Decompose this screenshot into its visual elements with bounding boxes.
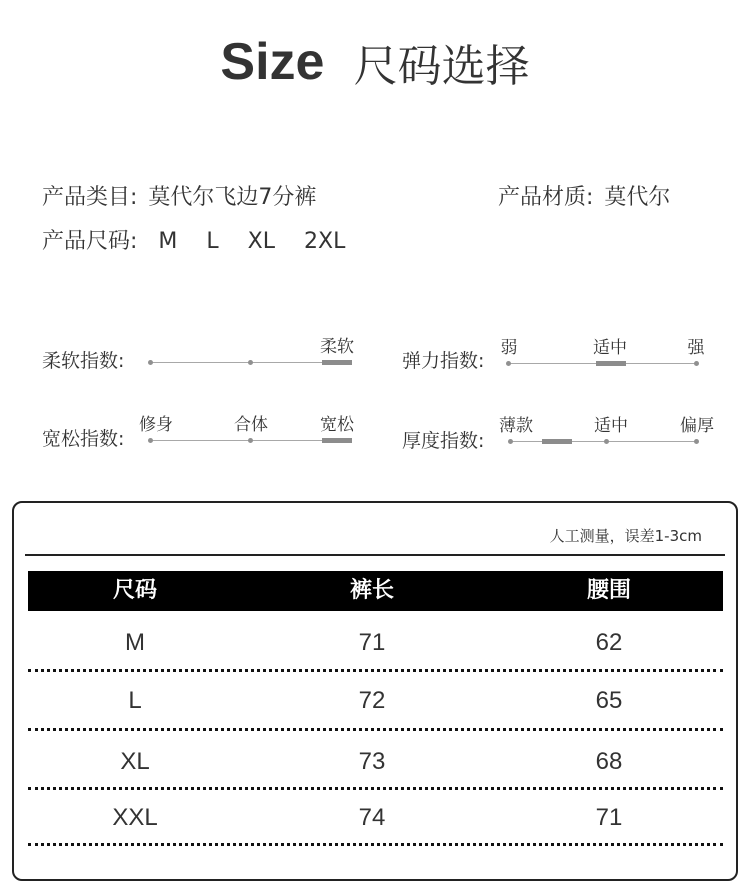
cell-waist: 68 [595,748,623,775]
elasticity-tick-label: 弱 [500,338,518,358]
table-row [28,733,723,791]
material-label: 产品材质: [498,185,594,210]
cell-size: M [125,629,145,656]
softness-label: 柔软指数: [42,350,125,372]
elasticity-dot [694,361,699,366]
row-divider [28,843,723,846]
looseness-tick-label: 修身 [139,415,173,435]
elasticity-tick-label: 强 [687,338,705,358]
cell-length: 73 [358,748,386,775]
cell-waist: 71 [595,804,623,831]
softness-dot [148,360,153,365]
elasticity-dot [506,361,511,366]
table-row [28,789,723,847]
thickness-dot [508,439,513,444]
thickness-dot [604,439,609,444]
category-value: 莫代尔飞边7分裤 [148,185,317,210]
thickness-tick-label: 偏厚 [680,416,714,436]
thickness-dot [694,439,699,444]
looseness-label: 宽松指数: [42,428,125,450]
thickness-label: 厚度指数: [402,430,485,452]
looseness-marker [322,438,352,443]
header-size: 尺码 [112,578,158,603]
size-option: L [206,229,219,254]
cell-waist: 65 [595,687,623,714]
row-divider [28,728,723,731]
softness-marker [322,360,352,365]
product-sizes [42,224,367,255]
measurement-note: 人工测量，误差1-3cm [549,527,702,545]
size-option: M [158,229,178,254]
elasticity-marker [596,361,626,366]
thickness-tick-label: 薄款 [499,416,533,436]
header-length: 裤长 [349,578,395,603]
size-label: 产品尺码: [42,229,138,254]
material-value: 莫代尔 [604,185,671,210]
thickness-tick-label: 适中 [594,416,628,436]
cell-waist: 62 [595,629,623,656]
thickness-marker [542,439,572,444]
size-option: 2XL [304,229,346,254]
size-option: XL [247,229,275,254]
table-header [28,571,723,611]
elasticity-label: 弹力指数: [402,350,485,372]
header-waist: 腰围 [586,578,632,603]
product-category [42,180,316,211]
product-material [498,180,670,211]
table-row [28,672,723,730]
thickness-track [510,441,696,442]
cell-size: XL [120,748,150,775]
softness-tick-label: 柔软 [320,337,354,357]
softness-dot [248,360,253,365]
looseness-dot [148,438,153,443]
cell-size: XXL [112,804,158,831]
looseness-tick-label: 宽松 [320,415,354,435]
title-chinese: 尺码选择 [353,41,530,92]
cell-length: 74 [358,804,386,831]
cell-size: L [128,687,142,714]
page-title [0,30,750,94]
category-label: 产品类目: [42,185,138,210]
cell-length: 71 [358,629,386,656]
looseness-dot [248,438,253,443]
cell-length: 72 [358,687,386,714]
divider [25,554,725,556]
looseness-tick-label: 合体 [234,415,268,435]
title-english: Size [220,33,325,91]
table-row [28,614,723,672]
elasticity-tick-label: 适中 [593,338,627,358]
